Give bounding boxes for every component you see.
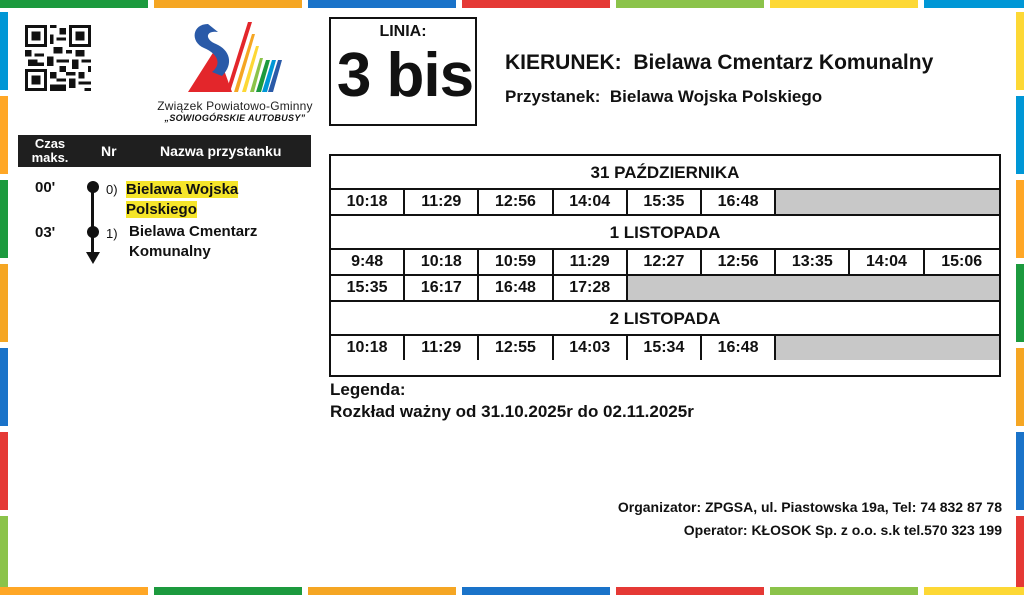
departure-time: 16:17 xyxy=(405,276,479,300)
departure-time: 15:06 xyxy=(941,253,983,270)
frame-segment xyxy=(154,0,302,8)
frame-segment xyxy=(0,96,8,174)
organization-subtitle: „SOWIOGÓRSKIE AUTOBUSY” xyxy=(164,113,306,123)
departure-time: 16:48 xyxy=(702,336,776,360)
frame-segment xyxy=(1016,348,1024,426)
header-time: Czas maks. xyxy=(31,136,69,165)
departure-timetable xyxy=(329,154,1001,377)
frame-segment xyxy=(616,587,764,595)
arrow-down-icon xyxy=(86,252,100,264)
empty-slot xyxy=(776,336,999,360)
stop-nr: 1) xyxy=(106,226,118,241)
departure-time: 15:34 xyxy=(628,336,702,360)
validity-note: Rozkład ważny od 31.10.2025r do 02.11.2025r xyxy=(330,402,694,421)
departure-time: 11:29 xyxy=(554,250,628,274)
empty-slot xyxy=(776,190,999,214)
frame-segment xyxy=(0,12,8,90)
header-nr: Nr xyxy=(101,143,117,159)
direction-label: KIERUNEK: xyxy=(505,51,622,74)
frame-segment xyxy=(0,0,148,8)
day-header: 2 LISTOPADA xyxy=(331,302,999,336)
departure-time: 16:48 xyxy=(702,190,776,214)
departure-time: 15:35 xyxy=(628,190,702,214)
frame-segment xyxy=(0,516,8,587)
times-row xyxy=(331,276,999,302)
frame-segment xyxy=(462,0,610,8)
day-header: 31 PAŹDZIERNIKA xyxy=(331,156,999,190)
frame-segment xyxy=(0,180,8,258)
frame-segment xyxy=(1016,264,1024,342)
departure-time: 10:18 xyxy=(405,250,479,274)
departure-time: 15:35 xyxy=(331,276,405,300)
frame-segment xyxy=(1016,516,1024,587)
departure-time: 12:55 xyxy=(479,336,553,360)
departure-time: 10:18 xyxy=(331,336,405,360)
legend-title: Legenda: xyxy=(330,380,406,399)
frame-segment xyxy=(770,587,918,595)
departure-time: 12:56 xyxy=(702,250,776,274)
departure-time: 12:27 xyxy=(628,250,702,274)
day-header: 1 LISTOPADA xyxy=(331,216,999,250)
departure-time: 12:56 xyxy=(479,190,553,214)
qr-code-icon xyxy=(25,25,91,91)
stop-time: 00' xyxy=(35,179,56,196)
frame-segment xyxy=(0,432,8,510)
empty-slot xyxy=(628,276,999,300)
organizer-info: Organizator: ZPGSA, ul. Piastowska 19a, Tel: 74 832 87 78 xyxy=(617,499,1002,515)
times-row xyxy=(331,250,999,276)
departure-time: 11:29 xyxy=(405,336,479,360)
stop-dot-icon xyxy=(87,181,99,193)
stop-name-line1: Bielawa Cmentarz xyxy=(129,223,258,240)
departure-time: 14:03 xyxy=(554,336,628,360)
frame-segment xyxy=(1016,432,1024,510)
frame-segment xyxy=(0,587,148,595)
frame-segment xyxy=(1016,180,1024,258)
stop-name xyxy=(126,180,238,220)
frame-segment xyxy=(770,0,918,8)
organization-logo xyxy=(182,14,286,98)
frame-segment xyxy=(616,0,764,8)
stop-name-line1: Bielawa Wojska xyxy=(126,181,239,198)
header-stop-name: Nazwa przystanku xyxy=(160,143,282,159)
frame-segment xyxy=(0,348,8,426)
departure-time: 9:48 xyxy=(331,250,405,274)
frame-segment xyxy=(308,587,456,595)
operator-info: Operator: KŁOSOK Sp. z o.o. s.k tel.570 323 199 xyxy=(683,522,1002,538)
frame-segment xyxy=(462,587,610,595)
line-label: LINIA: xyxy=(379,23,427,40)
frame-segment xyxy=(924,587,1024,595)
stop-time: 03' xyxy=(35,224,56,241)
stop-dot-icon xyxy=(87,226,99,238)
departure-time: 16:48 xyxy=(479,276,553,300)
departure-time: 14:04 xyxy=(554,190,628,214)
frame-segment xyxy=(0,264,8,342)
stop-name xyxy=(129,222,257,262)
line-number: 3 bis xyxy=(336,41,474,110)
route-line xyxy=(91,183,94,255)
frame-segment xyxy=(1016,12,1024,90)
stop-name-line2: Polskiego xyxy=(126,201,197,218)
frame-segment xyxy=(308,0,456,8)
stop-nr: 0) xyxy=(106,182,118,197)
frame-segment xyxy=(1016,96,1024,174)
line-number-box xyxy=(329,17,477,126)
stop-name-line2: Komunalny xyxy=(129,243,211,260)
departure-time: 13:35 xyxy=(776,250,850,274)
direction-value: Bielawa Cmentarz Komunalny xyxy=(633,51,934,74)
times-row xyxy=(331,336,999,362)
stop-value: Bielawa Wojska Polskiego xyxy=(609,87,823,106)
organization-name: Związek Powiatowo-Gminny xyxy=(157,99,313,113)
frame-segment xyxy=(154,587,302,595)
departure-time: 11:29 xyxy=(405,190,479,214)
direction xyxy=(505,51,933,75)
departure-time: 14:04 xyxy=(850,250,924,274)
departure-time: 10:18 xyxy=(331,190,405,214)
current-stop xyxy=(505,87,822,107)
departure-time: 17:28 xyxy=(554,276,628,300)
stops-table-header xyxy=(18,135,311,167)
frame-segment xyxy=(924,0,1024,8)
departure-time: 10:59 xyxy=(479,250,553,274)
times-row xyxy=(331,190,999,216)
stop-label: Przystanek: xyxy=(505,87,601,106)
